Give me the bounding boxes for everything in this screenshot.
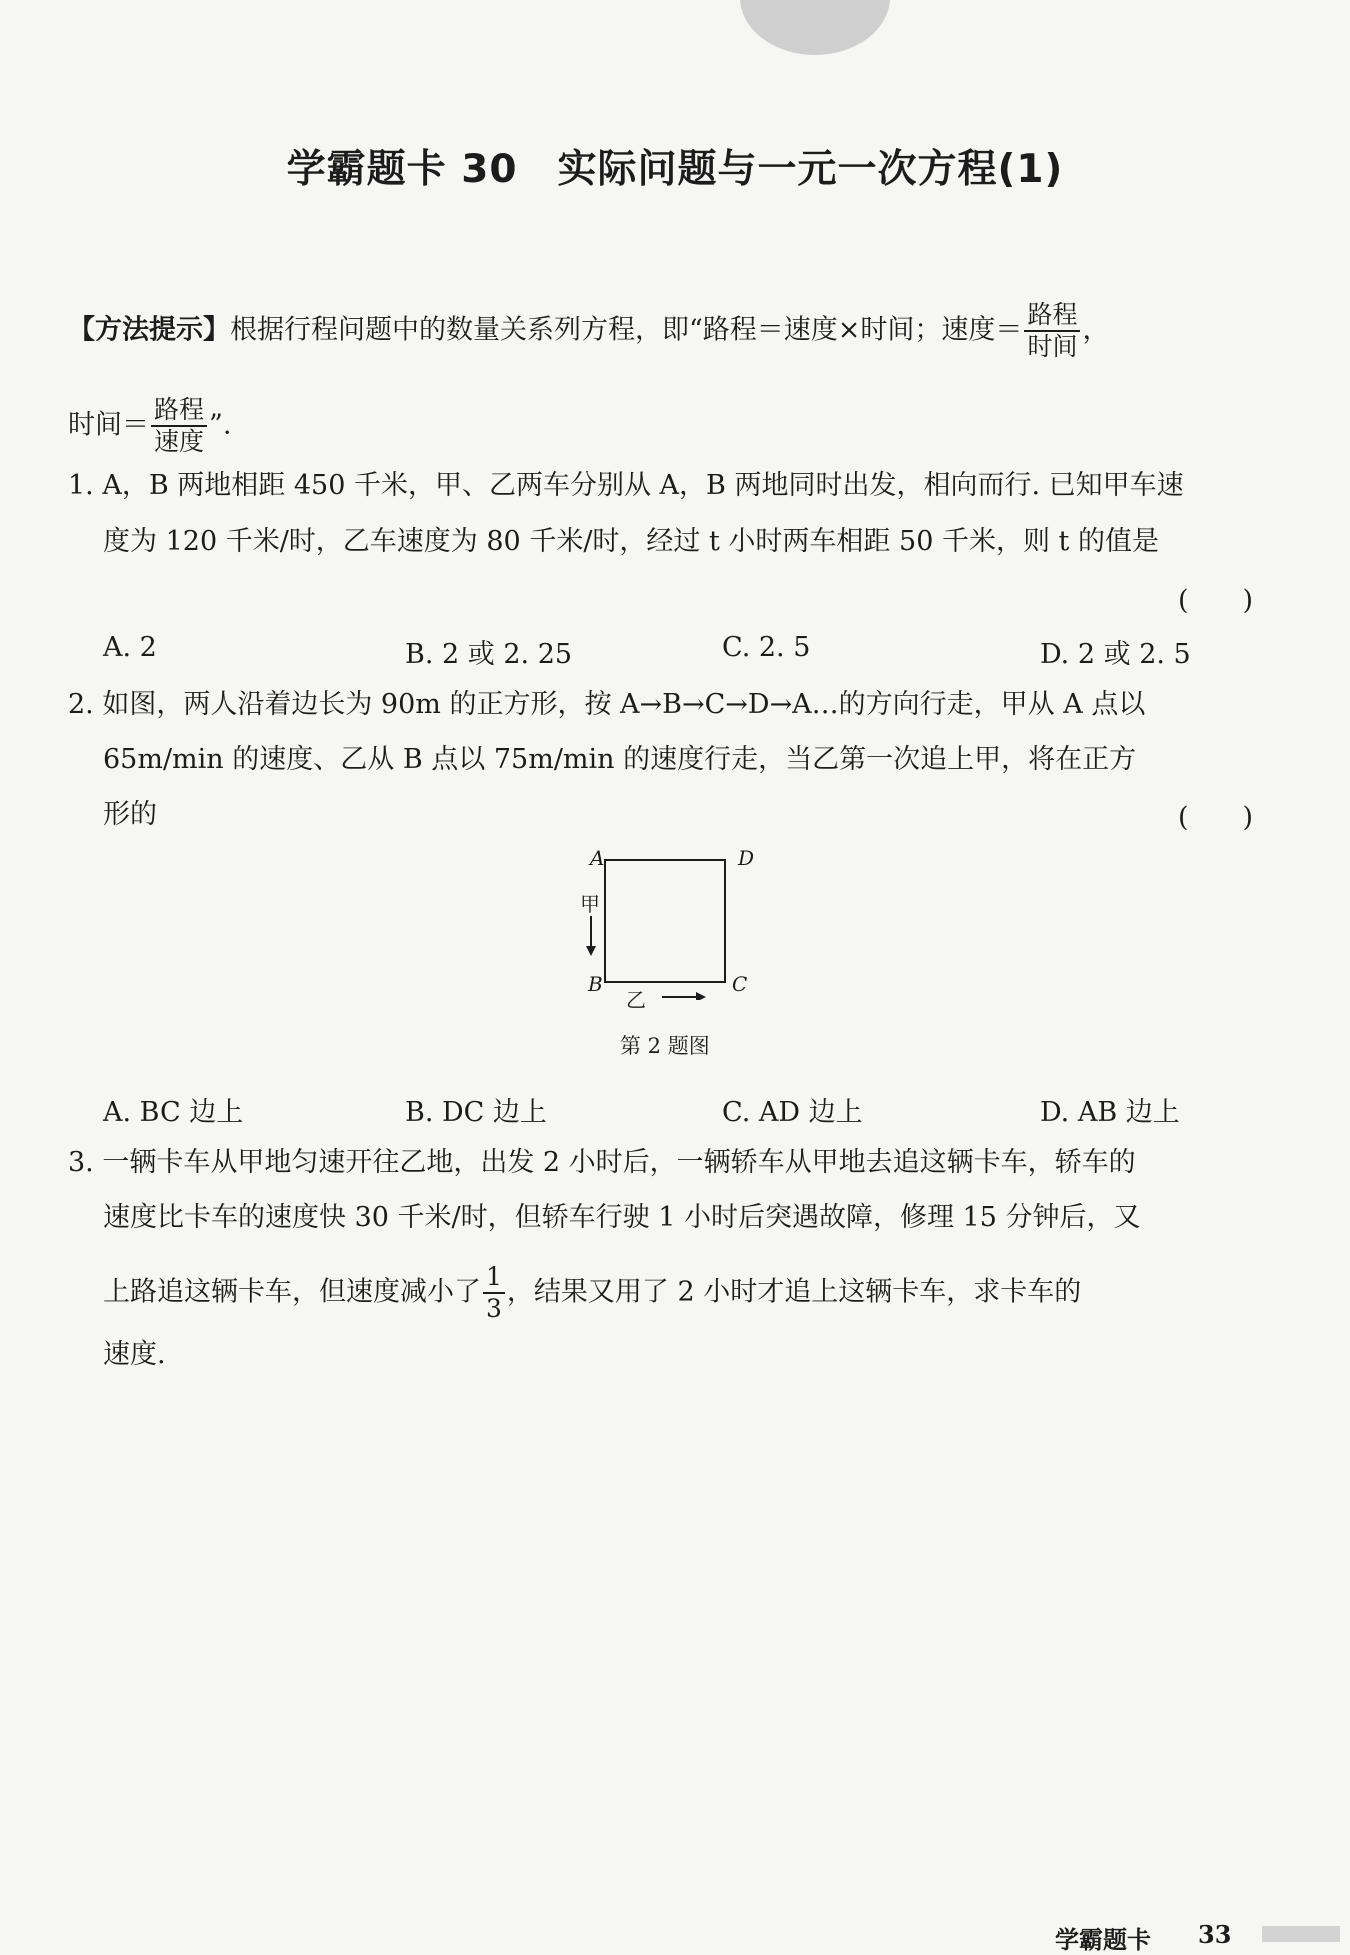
- figure-caption: 第 2 题图: [620, 1034, 710, 1058]
- q2-option-c: C. AD 边上: [722, 1097, 863, 1128]
- vertex-label-a: A: [590, 846, 605, 870]
- square-outline: [605, 860, 725, 982]
- q2-option-d: D. AB 边上: [1040, 1097, 1180, 1128]
- q1-line-1: 1. A，B 两地相距 450 千米，甲、乙两车分别从 A，B 两地同时出发，相向而行. 已知甲车速: [68, 470, 1184, 501]
- q2-answer-bracket: ( ): [1178, 802, 1254, 833]
- hint-line-1: 【方法提示】根据行程问题中的数量关系列方程，即“路程＝速度×时间；速度＝ $\frac{\text{路程}}{\text{时间}}$ ，: [68, 300, 1110, 361]
- hint-text-2: 时间＝: [68, 409, 149, 441]
- q1-option-d: D. 2 或 2. 5: [1040, 639, 1191, 670]
- vertex-label-d: D: [738, 846, 755, 870]
- fraction-one-third: $\frac{1}{3}$: [483, 1262, 505, 1324]
- page-number: 33: [1198, 1920, 1232, 1949]
- vertex-label-b: B: [588, 972, 603, 996]
- q3-line-3: 上路追这辆卡车，但速度减小了 $\frac{1}{3}$ ，结果又用了 2 小时才追上这辆卡车，求卡车的: [103, 1262, 1082, 1323]
- q2-line-1: 2. 如图，两人沿着边长为 90m 的正方形，按 A→B→C→D→A…的方向行走，甲从 A 点以: [68, 689, 1146, 720]
- jia-arrow-head: [586, 946, 596, 956]
- yi-arrow-head: [696, 992, 706, 1000]
- fraction-distance-over-time: $\frac{\text{路程}}{\text{时间}}$: [1024, 300, 1080, 362]
- square-figure: [560, 840, 800, 1012]
- q3-line-1: 3. 一辆卡车从甲地匀速开往乙地，出发 2 小时后，一辆轿车从甲地去追这辆卡车，轿车的: [68, 1147, 1136, 1178]
- page-title: 学霸题卡 30 实际问题与一元一次方程(1): [286, 147, 1064, 192]
- q1-line-2: 度为 120 千米/时，乙车速度为 80 千米/时，经过 t 小时两车相距 50 千米，则 t 的值是: [103, 526, 1159, 557]
- footer-label: 学霸题卡: [1055, 1926, 1151, 1954]
- q2-line-2: 65m/min 的速度、乙从 B 点以 75m/min 的速度行走，当乙第一次追上甲，将在正方: [103, 744, 1137, 775]
- hint-text-1: 根据行程问题中的数量关系列方程，即“路程＝速度×时间；速度＝: [230, 314, 1023, 346]
- fraction-distance-over-speed: $\frac{\text{路程}}{\text{速度}}$: [151, 395, 207, 457]
- q1-option-c: C. 2. 5: [722, 632, 811, 663]
- q3-line-2: 速度比卡车的速度快 30 千米/时，但轿车行驶 1 小时后突遇故障，修理 15 分钟后，又: [103, 1202, 1141, 1233]
- jia-label: 甲: [580, 892, 600, 916]
- vertex-label-c: C: [732, 972, 748, 996]
- hint-tag: 【方法提示】: [68, 314, 230, 346]
- scan-artifact: [740, 0, 890, 55]
- q1-option-b: B. 2 或 2. 25: [405, 639, 573, 670]
- q1-answer-bracket: ( ): [1178, 585, 1254, 616]
- q1-option-a: A. 2: [103, 632, 157, 663]
- yi-label: 乙: [626, 988, 646, 1012]
- q2-option-a: A. BC 边上: [103, 1097, 244, 1128]
- q2-option-b: B. DC 边上: [405, 1097, 547, 1128]
- hint-line-2: 时间＝ $\frac{\text{路程}}{\text{速度}}$ ”.: [68, 395, 232, 456]
- footer-bar: [1262, 1926, 1340, 1942]
- q3-line-4: 速度.: [103, 1339, 166, 1370]
- q2-line-3: 形的: [103, 799, 157, 830]
